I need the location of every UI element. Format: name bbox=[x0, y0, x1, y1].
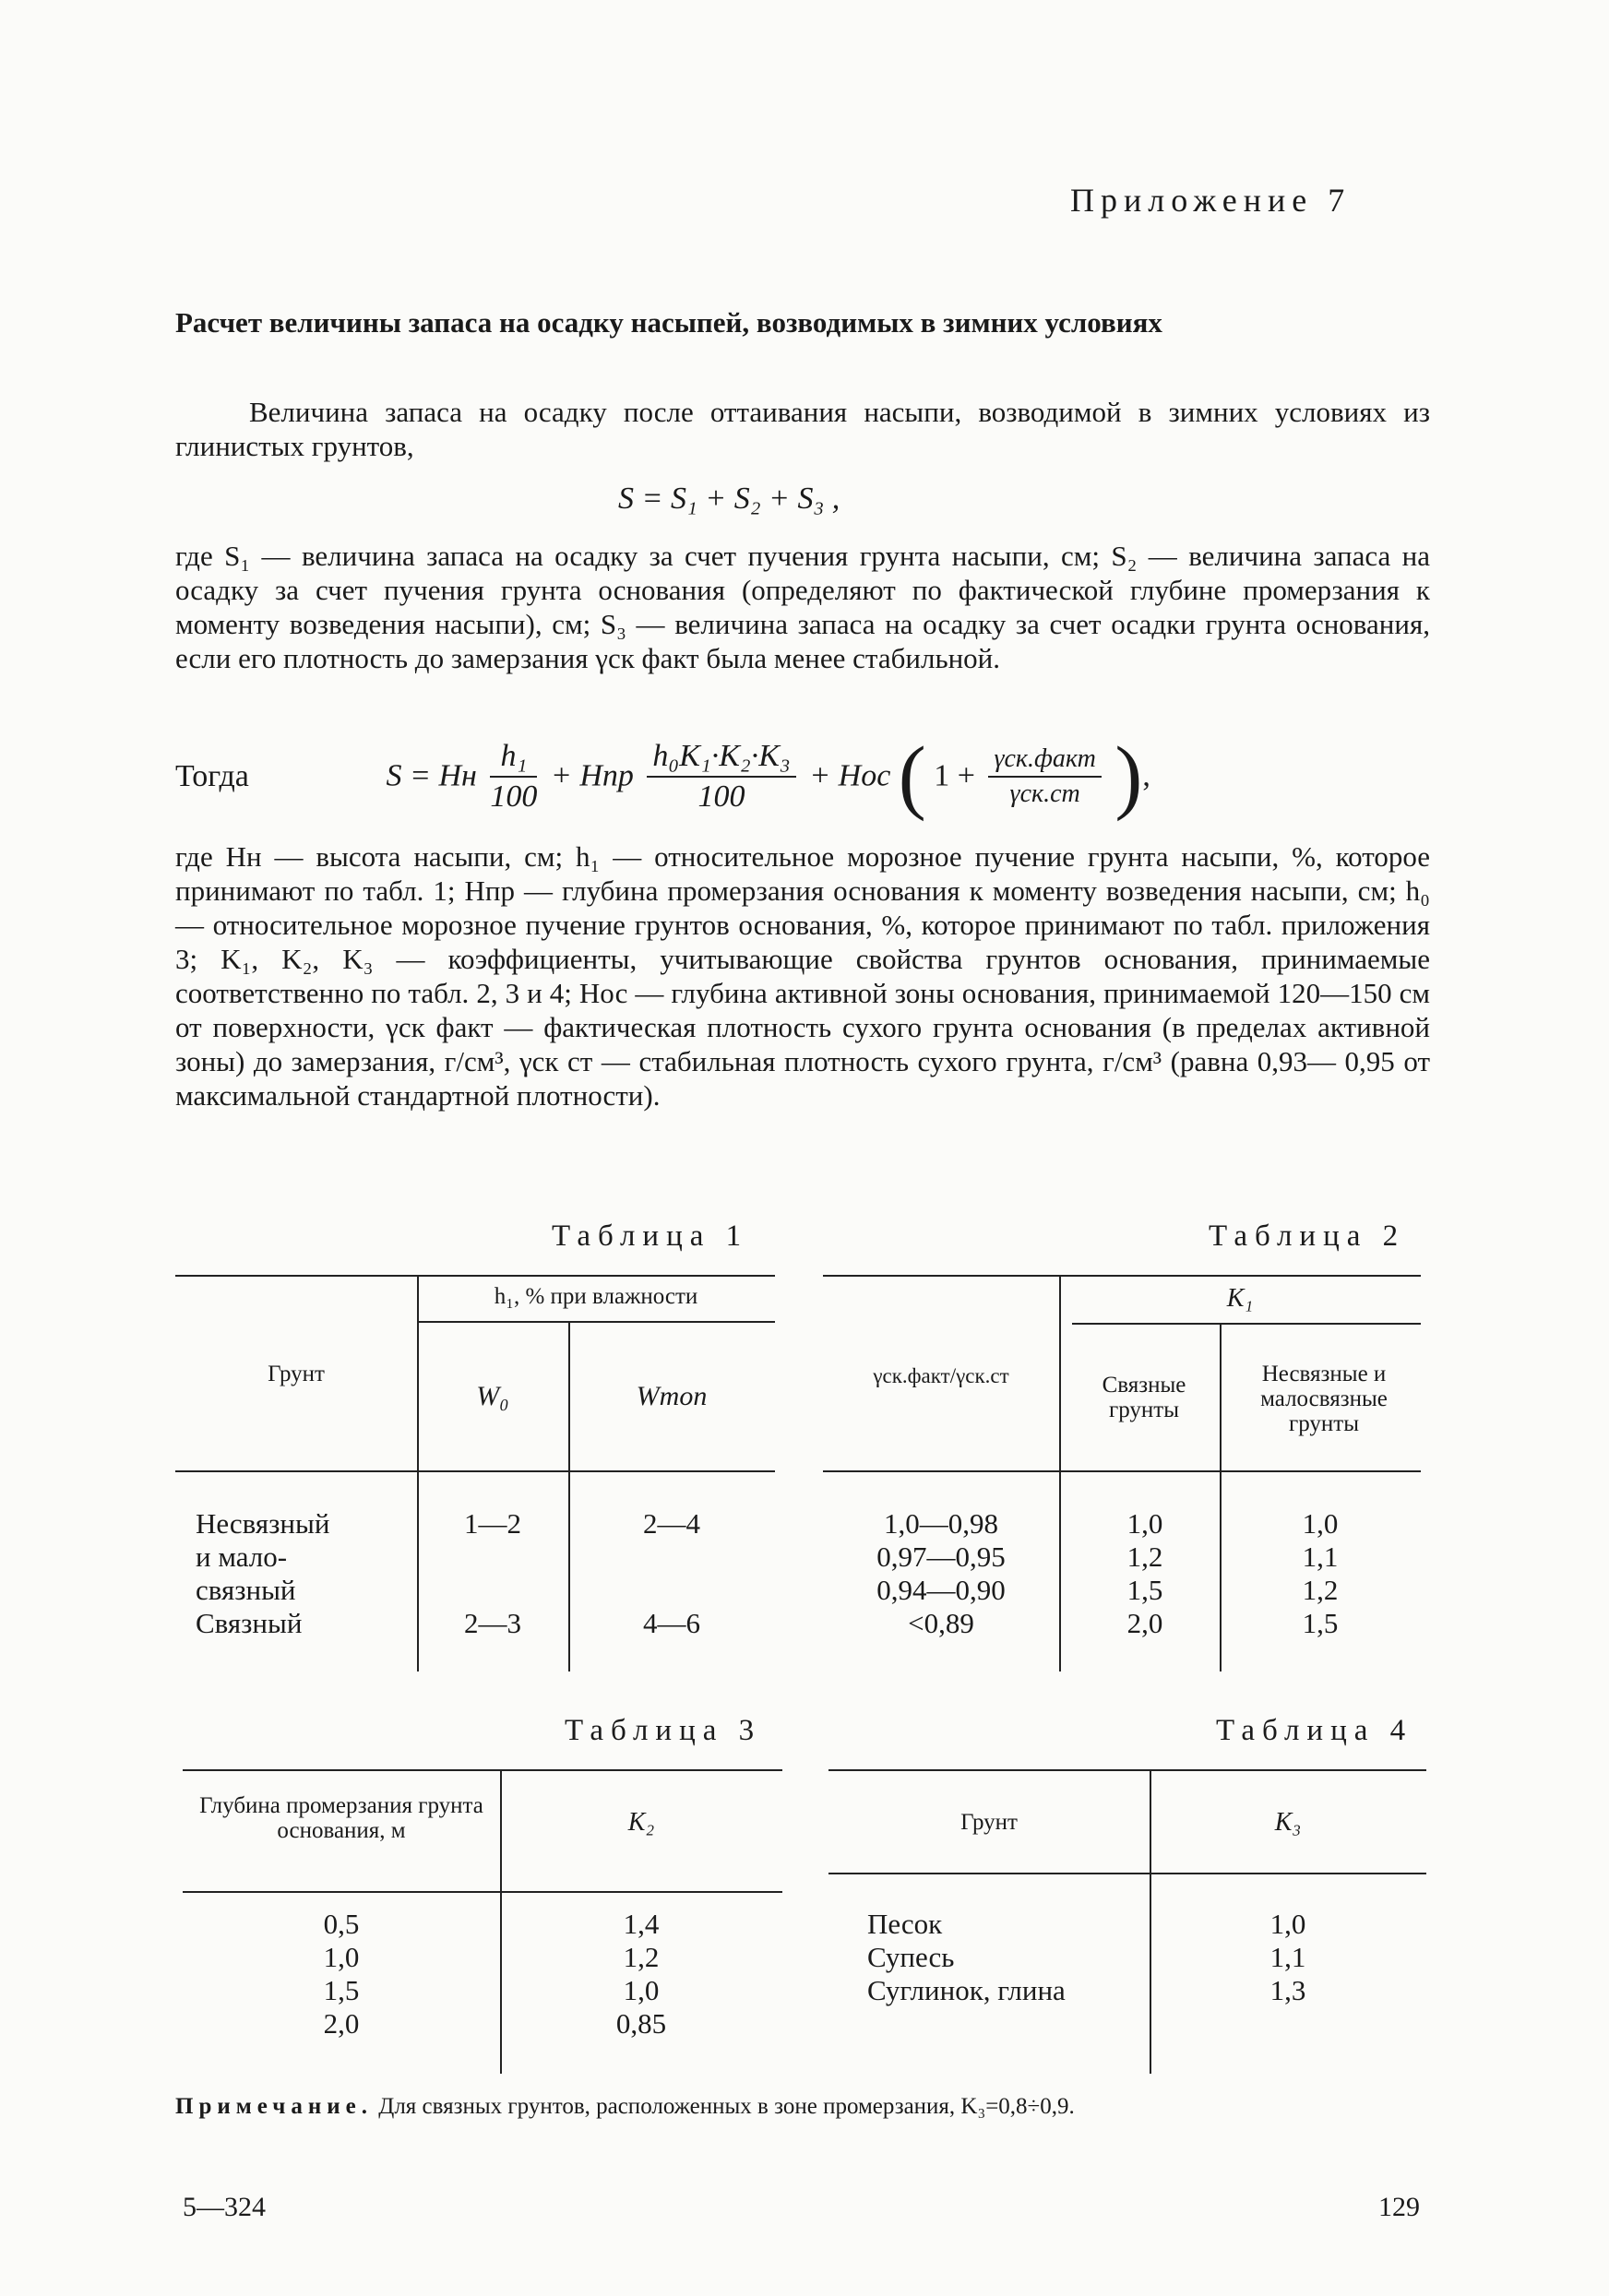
page-title: Расчет величины запаса на осадку насыпей, возводимых в зимних условиях bbox=[175, 306, 1162, 339]
note-label: Примечание. bbox=[175, 2094, 374, 2119]
fraction-density: $\frac{\text{γск.факт}}{\text{γск.ст}}$ bbox=[988, 744, 1101, 809]
table3-depth-column: 0,5 1,0 1,5 2,0 bbox=[323, 1908, 360, 2040]
table2-cohesive-column: 1,0 1,2 1,5 2,0 bbox=[1126, 1507, 1163, 1639]
table4-soil-column: Песок Супесь Суглинок, глина bbox=[867, 1908, 1066, 2006]
formula-hos: + Hос bbox=[809, 758, 891, 793]
definitions-variables: где Hн — высота насыпи, см; h₁ — относительное морозное пучение грунта насыпи, %, которое принимают по табл. 1; Hпр — глубина промерзания основания к моменту возведения насыпи, см; h₀ — относительное морозное пучение грунтов основания, %, которое принимают по табл. приложения 3; K₁, K₂, K₃ — коэффициенты, учитывающие свойства грунтов основания, принимаемые соответственно по табл. 2, 3 и 4; Hос — глубина активной зоны основания, принимаемой 120—150 см от поверхности, γск факт — фактическая плотность сухого грунта основания (в пределах активной зоны) до замерзания, г/см³, γск ст — стабильная плотность сухого грунта, г/см³ (равна 0,93— 0,95 от максимальной стандартной плотности). bbox=[175, 840, 1430, 1112]
footer-signature: 5—324 bbox=[183, 2192, 266, 2222]
table4-caption: Таблица 4 bbox=[1216, 1714, 1413, 1747]
appendix-label: Приложение 7 bbox=[1070, 182, 1352, 219]
formula-lead: Тогда bbox=[175, 758, 249, 793]
table1-header-soil: Грунт bbox=[268, 1362, 325, 1386]
table3-header-k2: K₂ bbox=[627, 1808, 655, 1837]
table1-header-group: h₁, % при влажности bbox=[494, 1284, 698, 1309]
table1-header-wtop: Wтоп bbox=[636, 1381, 708, 1411]
page-number: 129 bbox=[1378, 2192, 1420, 2222]
table1-soil-column: Несвязный и мало- связный Связный bbox=[196, 1507, 330, 1639]
table2-ratio-column: 1,0—0,98 0,97—0,95 0,94—0,90 <0,89 bbox=[876, 1507, 1006, 1639]
table3-k2-column: 1,4 1,2 1,0 0,85 bbox=[615, 1908, 667, 2040]
fraction-h0: $\frac{\text{h₀K₁·K₂·K₃}}{100}$ bbox=[647, 739, 795, 815]
note-text: Для связных грунтов, расположенных в зоне промерзания, K₃=0,8÷0,9. bbox=[378, 2094, 1075, 2119]
table4-header-soil: Грунт bbox=[960, 1810, 1018, 1835]
table2-header-cohesive: Связные грунты bbox=[1102, 1373, 1186, 1422]
formula-settlement: Тогда S = Hн $\frac{\text{h₁}}{100}$ + Hпр $\frac{\text{h₀K₁·K₂·K₃}}{100}$ + Hос ( 1 + $\frac{\text{γск.факт}}{\text{γск.ст}}$ ), bbox=[175, 731, 1150, 822]
table2-caption: Таблица 2 bbox=[1209, 1219, 1406, 1253]
intro-paragraph: Величина запаса на осадку после оттаивания насыпи, возводимой в зимних условиях из глинистых грунтов, bbox=[175, 396, 1430, 462]
table2-header-ratio: γск.факт/γск.ст bbox=[873, 1364, 1009, 1387]
table2-header-k1: K₁ bbox=[1226, 1284, 1254, 1313]
formula-sum: S = S₁ + S₂ + S₃ , bbox=[618, 482, 840, 516]
formula-one-plus: 1 + bbox=[934, 758, 975, 793]
formula-hpr: + Hпр bbox=[550, 758, 634, 793]
formula-s: S = Hн bbox=[386, 758, 477, 793]
fraction-h1: $\frac{\text{h₁}}{100}$ bbox=[490, 738, 538, 814]
table3-header-depth: Глубина промерзания грунта основания, м bbox=[199, 1793, 483, 1843]
table2-header-noncohesive: Несвязные и малосвязные грунты bbox=[1260, 1362, 1388, 1436]
definitions-s: где S₁ — величина запаса на осадку за счет пучения грунта насыпи, см; S₂ — величина запаса на осадку за счет пучения грунта основания (определяют по фактической глубине промерзания к моменту возведения насыпи), см; S₃ — величина запаса на осадку за счет осадки грунта основания, если его плотность до замерзания γск факт была менее стабильной. bbox=[175, 540, 1430, 674]
table1-w0-column: 1—2 2—3 bbox=[464, 1507, 521, 1639]
table2-noncohesive-column: 1,0 1,1 1,2 1,5 bbox=[1302, 1507, 1339, 1639]
table4-k3-column: 1,0 1,1 1,3 bbox=[1269, 1908, 1306, 2006]
table-note bbox=[175, 2094, 1430, 2120]
table1-caption: Таблица 1 bbox=[552, 1219, 749, 1253]
table4-header-k3: K₃ bbox=[1274, 1808, 1302, 1837]
table1-wtop-column: 2—4 4—6 bbox=[643, 1507, 700, 1639]
table3-caption: Таблица 3 bbox=[565, 1714, 762, 1747]
table1-header-w0: W₀ bbox=[476, 1381, 509, 1411]
